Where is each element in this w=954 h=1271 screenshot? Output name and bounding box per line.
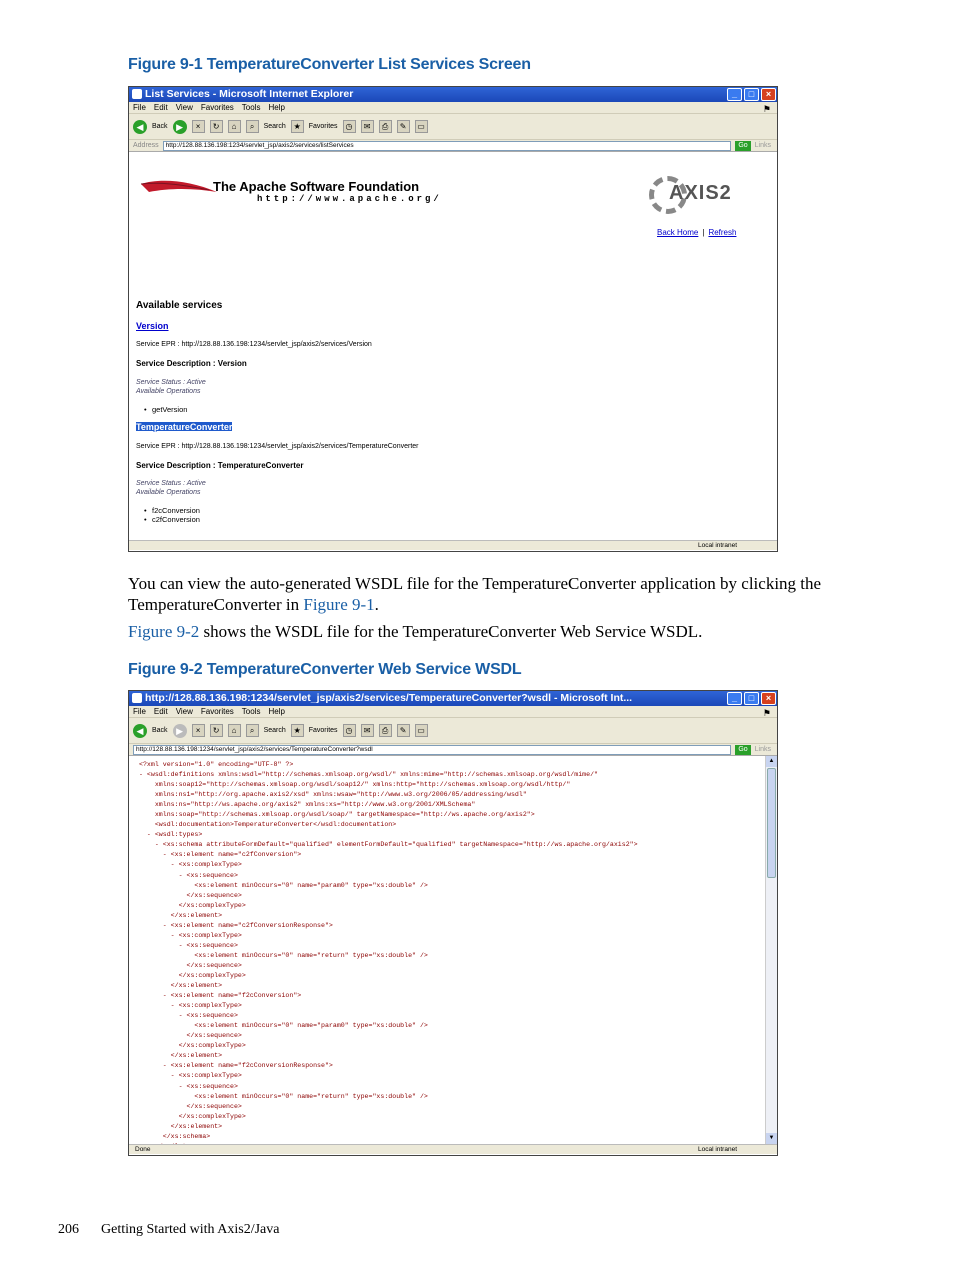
address-bar (129, 140, 777, 152)
figure-1-browser-window (128, 86, 778, 552)
maximize-icon[interactable]: □ (744, 692, 759, 705)
body-paragraph (128, 573, 878, 615)
figure-1-caption: Figure 9-1 TemperatureConverter List Services Screen (128, 56, 531, 73)
xml-line: <xs:element minOccurs="0" name="param0" type="xs:double" /> (139, 1022, 428, 1030)
xml-line[interactable]: - <xs:schema attributeFormDefault="qualified" elementFormDefault="qualified" targetNamespace="http://ws.apache.org/axis2"> (139, 841, 638, 849)
favorites-label[interactable]: Favorites (308, 123, 338, 130)
favorites-label[interactable]: Favorites (308, 727, 338, 734)
paragraph-text: You can view the auto-generated WSDL file for the TemperatureConverter application by clicking the TemperatureConverter in (128, 574, 822, 614)
address-label: Address (133, 141, 159, 149)
links-label[interactable]: Links (754, 745, 771, 753)
xml-line: <?xml version="1.0" encoding="UTF-8" ?> (139, 761, 294, 768)
stop-icon[interactable]: × (192, 724, 205, 737)
apache-feather-icon (139, 176, 219, 196)
operations-list (136, 506, 200, 524)
ie-icon (132, 89, 142, 99)
menu-file[interactable]: File (133, 707, 146, 716)
xml-line[interactable]: - <xs:element name="f2cConversion"> (139, 992, 302, 1000)
menu-favorites[interactable]: Favorites (200, 707, 234, 716)
xml-line: <xs:element minOccurs="0" name="return" type="xs:double" /> (139, 951, 428, 959)
forward-arrow-icon[interactable]: ▶ (173, 120, 187, 134)
menu-help[interactable]: Help (268, 707, 285, 716)
print-icon[interactable]: ⎙ (379, 120, 392, 133)
xml-line: xmlns:ns1="http://org.apache.axis2/xsd" xmlns:wsaw="http://www.w3.org/2006/05/addressing/wsdl" (139, 791, 527, 799)
favorites-star-icon[interactable]: ★ (291, 724, 304, 737)
xml-line: xmlns:soap12="http://schemas.xmlsoap.org/wsdl/soap12/" xmlns:http="http://schemas.xmlsoap.org/wsdl/http/" (139, 781, 571, 789)
stop-icon[interactable]: × (192, 120, 205, 133)
service-status-block (136, 479, 206, 497)
xml-line: </xs:element> (139, 911, 223, 919)
service-epr: Service EPR : http://128.88.136.198:1234/servlet_jsp/axis2/services/Version (136, 341, 372, 348)
xml-line: </xs:element> (139, 1122, 223, 1130)
menu-edit[interactable]: Edit (153, 707, 168, 716)
vertical-scrollbar[interactable] (765, 756, 777, 1144)
page-footer (58, 1222, 279, 1238)
back-home-link[interactable]: Back Home (657, 228, 699, 237)
folder-icon[interactable]: ▭ (415, 120, 428, 133)
xml-line: </xs:element> (139, 982, 223, 990)
list-item: • getVersion (136, 405, 187, 414)
print-icon[interactable]: ⎙ (379, 724, 392, 737)
status-bar (129, 1144, 777, 1154)
edit-icon[interactable]: ✎ (397, 724, 410, 737)
status-zone: Local intranet (697, 542, 737, 549)
xml-line: xmlns:ns="http://ws.apache.org/axis2" xmlns:xs="http://www.w3.org/2001/XMLSchema" (139, 801, 476, 809)
back-label[interactable]: Back (152, 727, 168, 734)
service-status-block (136, 378, 206, 396)
service-description: Service Description : TemperatureConverter (136, 461, 304, 470)
search-icon[interactable]: ⌕ (246, 120, 259, 133)
xml-line[interactable]: - <xs:element name="f2cConversionResponse"> (139, 1062, 333, 1070)
home-icon[interactable]: ⌂ (228, 724, 241, 737)
xml-line: <xs:element minOccurs="0" name="return" type="xs:double" /> (139, 1092, 428, 1100)
service-status: Service Status : Active (136, 480, 206, 487)
figure-2-browser-window (128, 690, 778, 1156)
xml-line: </xs:complexType> (139, 901, 246, 909)
menu-bar (129, 102, 777, 114)
scroll-down-icon[interactable]: ▼ (766, 1133, 777, 1144)
menu-view[interactable]: View (175, 707, 193, 716)
asf-url: http://www.apache.org/ (257, 194, 442, 204)
maximize-icon[interactable]: □ (744, 88, 759, 101)
windows-logo-icon: ⚑ (762, 708, 771, 718)
xml-line: </xs:sequence> (139, 1032, 242, 1040)
paragraph-end: . (374, 595, 379, 614)
asf-title: The Apache Software Foundation (213, 179, 420, 194)
search-icon[interactable]: ⌕ (246, 724, 259, 737)
available-operations-label: Available Operations (136, 388, 201, 395)
nav-links: Back Home | Refresh (657, 228, 737, 237)
axis2-logo (649, 176, 739, 216)
close-icon[interactable]: × (761, 692, 776, 705)
menu-tools[interactable]: Tools (241, 707, 261, 716)
menu-favorites[interactable]: Favorites (200, 103, 234, 112)
xml-line: </xs:complexType> (139, 1042, 246, 1050)
toolbar (129, 718, 777, 744)
search-label[interactable]: Search (263, 123, 286, 130)
toolbar (129, 114, 777, 140)
figure-2-caption: Figure 9-2 TemperatureConverter Web Service WSDL (128, 661, 522, 678)
xml-line: </xs:element> (139, 1052, 223, 1060)
xml-line[interactable]: - <xs:sequence> (139, 871, 238, 879)
menu-help[interactable]: Help (268, 103, 285, 112)
page-number: 206 (58, 1222, 79, 1237)
xml-line[interactable]: - <xs:complexType> (139, 1072, 242, 1080)
available-operations-label: Available Operations (136, 489, 201, 496)
folder-icon[interactable]: ▭ (415, 724, 428, 737)
forward-arrow-icon[interactable]: ▶ (173, 724, 187, 738)
wsdl-xml-listing (139, 760, 763, 1144)
xml-line[interactable]: - <wsdl:types> (139, 831, 203, 839)
back-label[interactable]: Back (152, 123, 168, 130)
links-label[interactable]: Links (754, 141, 771, 149)
operations-list (136, 405, 187, 414)
back-arrow-icon[interactable]: ◀ (133, 120, 147, 134)
ie-icon (132, 693, 142, 703)
xml-line: </xs:schema> (139, 1132, 211, 1140)
xml-line[interactable]: - <xs:complexType> (139, 1002, 242, 1010)
figure-reference-link[interactable]: Figure 9-1 (303, 595, 375, 614)
minimize-icon[interactable]: _ (727, 88, 742, 101)
xml-line[interactable]: - <xs:complexType> (139, 861, 242, 869)
refresh-icon[interactable]: ↻ (210, 120, 223, 133)
status-bar (129, 540, 777, 550)
menu-edit[interactable]: Edit (153, 103, 168, 112)
xml-line: </xs:sequence> (139, 891, 242, 899)
service-description: Service Description : Version (136, 359, 247, 368)
mail-icon[interactable]: ✉ (361, 724, 374, 737)
body-paragraph (128, 621, 878, 642)
service-epr: Service EPR : http://128.88.136.198:1234/servlet_jsp/axis2/services/TemperatureConverter (136, 443, 419, 450)
menu-tools[interactable]: Tools (241, 103, 261, 112)
xml-line[interactable]: - <wsdl:definitions xmlns:wsdl="http://schemas.xmlsoap.org/wsdl/" xmlns:mime="http://schemas.xmlsoap.org/wsdl/mime/" (139, 771, 598, 779)
xml-line[interactable]: - <xs:complexType> (139, 931, 242, 939)
service-status: Service Status : Active (136, 379, 206, 386)
list-item: • f2cConversion (136, 506, 200, 515)
xml-line: </xs:sequence> (139, 1102, 242, 1110)
xml-line[interactable]: - <xs:element name="c2fConversionResponse"> (139, 921, 333, 929)
mail-icon[interactable]: ✉ (361, 120, 374, 133)
refresh-icon[interactable]: ↻ (210, 724, 223, 737)
xml-line[interactable]: - <xs:sequence> (139, 1082, 238, 1090)
xml-line: </xs:sequence> (139, 961, 242, 969)
history-icon[interactable]: ◷ (343, 724, 356, 737)
xml-line[interactable]: - <xs:sequence> (139, 1012, 238, 1020)
scroll-up-icon[interactable]: ▲ (766, 756, 777, 767)
minimize-icon[interactable]: _ (727, 692, 742, 705)
refresh-link[interactable]: Refresh (708, 228, 737, 237)
menu-bar (129, 706, 777, 718)
address-input[interactable]: http://128.88.136.198:1234/servlet_jsp/axis2/services/listServices (163, 141, 732, 151)
status-zone: Local intranet (697, 1146, 737, 1153)
xml-line: <wsdl:documentation>TemperatureConverter</wsdl:documentation> (139, 821, 397, 829)
home-icon[interactable]: ⌂ (228, 120, 241, 133)
go-button[interactable]: Go (735, 745, 750, 755)
window-title: List Services - Microsoft Internet Explorer (145, 88, 354, 100)
menu-file[interactable]: File (133, 103, 146, 112)
service-link-temperatureconverter[interactable]: TemperatureConverter (136, 422, 233, 432)
xml-line: <xs:element minOccurs="0" name="param0" type="xs:double" /> (139, 881, 428, 889)
footer-title: Getting Started with Axis2/Java (101, 1222, 280, 1237)
edit-icon[interactable]: ✎ (397, 120, 410, 133)
paragraph-text: shows the WSDL file for the TemperatureConverter Web Service WSDL. (199, 622, 703, 641)
history-icon[interactable]: ◷ (343, 120, 356, 133)
xml-line: </xs:complexType> (139, 971, 246, 979)
status-text: Done (135, 1146, 151, 1153)
page-content (129, 152, 777, 540)
xml-line: </xs:complexType> (139, 1112, 246, 1120)
figure-reference-link[interactable]: Figure 9-2 (128, 622, 200, 641)
windows-logo-icon: ⚑ (762, 104, 771, 114)
window-titlebar (129, 87, 777, 102)
window-title: http://128.88.136.198:1234/servlet_jsp/axis2/services/TemperatureConverter?wsdl - Microsoft Int... (145, 692, 633, 704)
xml-line[interactable]: - <xs:sequence> (139, 941, 238, 949)
window-titlebar (129, 691, 777, 706)
xml-line[interactable]: - <xs:element name="c2fConversion"> (139, 851, 302, 859)
close-icon[interactable]: × (761, 88, 776, 101)
go-button[interactable]: Go (735, 141, 750, 151)
search-label[interactable]: Search (263, 727, 286, 734)
xml-content (129, 756, 777, 1144)
scroll-thumb[interactable] (767, 768, 776, 878)
back-arrow-icon[interactable]: ◀ (133, 724, 147, 738)
available-services-heading: Available services (136, 300, 223, 311)
favorites-star-icon[interactable]: ★ (291, 120, 304, 133)
service-link-version[interactable]: Version (136, 321, 169, 331)
xml-line: xmlns:soap="http://schemas.xmlsoap.org/wsdl/soap/" targetNamespace="http://ws.apache.org/axis2"> (139, 811, 535, 819)
menu-view[interactable]: View (175, 103, 193, 112)
address-bar (129, 744, 777, 756)
axis2-logo-text: AXIS2 (669, 182, 732, 204)
list-item: • c2fConversion (136, 515, 200, 524)
address-input[interactable]: http://128.88.136.198:1234/servlet_jsp/axis2/services/TemperatureConverter?wsdl (133, 745, 731, 755)
